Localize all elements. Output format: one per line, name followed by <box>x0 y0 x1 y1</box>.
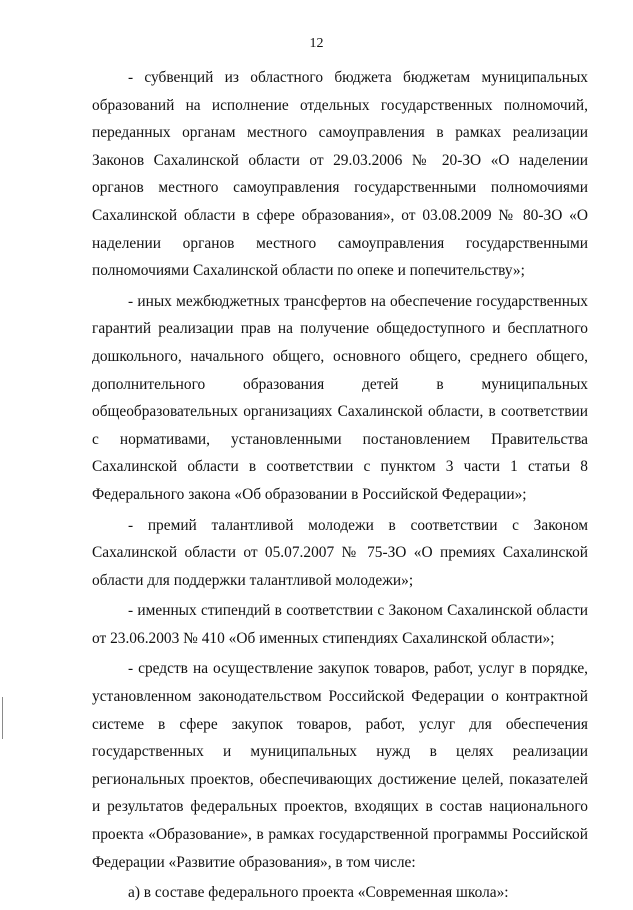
paragraph-subventions: - субвенций из областного бюджета бюджетам муниципальных образований на исполнение отдельных государственных полномочий, переданных органам местного самоуправления в рамках реализации Законов Сахалинской области от 29.03.2006 № 20-ЗО «О наделении органов местного самоуправления государственными полномочиями Сахалинской области в сфере образования», от 03.08.2009 № 80-ЗО «О наделении органов местного самоуправления государственными полномочиями Сахалинской области по опеке и попечительству»; <box>92 69 588 280</box>
page-number: 12 <box>309 36 324 51</box>
paragraph-procurement: - средств на осуществление закупок товаров, работ, услуг в порядке, установленном законодательством Российской Федерации о контрактной системе в сфере закупок товаров, работ, услуг для обеспечения государственных и муниципальных нужд в целях реализации региональных проектов, обеспечивающих достижение целей, показателей и результатов федеральных проектов, входящих в состав национального проекта «Образование», в рамках государственной программы Российской Федерации «Развитие образования», в том числе: <box>92 660 588 871</box>
paragraph-youth-awards: - премий талантливой молодежи в соответствии с Законом Сахалинской области от 05.07.2007 № 75-ЗО «О премиях Сахалинской области для поддержки талантливой молодежи»; <box>92 516 588 589</box>
paragraph-scholarships: - именных стипендий в соответствии с Законом Сахалинской области от 23.06.2003 № 410 «Об именных стипендиях Сахалинской области»; <box>92 602 588 647</box>
paragraph-modern-school: а) в составе федерального проекта «Современная школа»: <box>128 884 509 902</box>
paragraph-interbudget-transfers: - иных межбюджетных трансфертов на обеспечение государственных гарантий реализации прав на получение общедоступного и бесплатного дошкольного, начального общего, основного общего, среднего общего, дополнительного образования детей в муниципальных общеобразовательных организациях Сахалинской области, в соответствии с нормативами, установленными постановлением Правительства Сахалинской области в соответствии с пунктом 3 части 1 статьи 8 Федерального закона «Об образовании в Российской Федерации»; <box>92 292 588 503</box>
scan-edge-mark <box>2 697 3 739</box>
document-body <box>92 64 588 910</box>
